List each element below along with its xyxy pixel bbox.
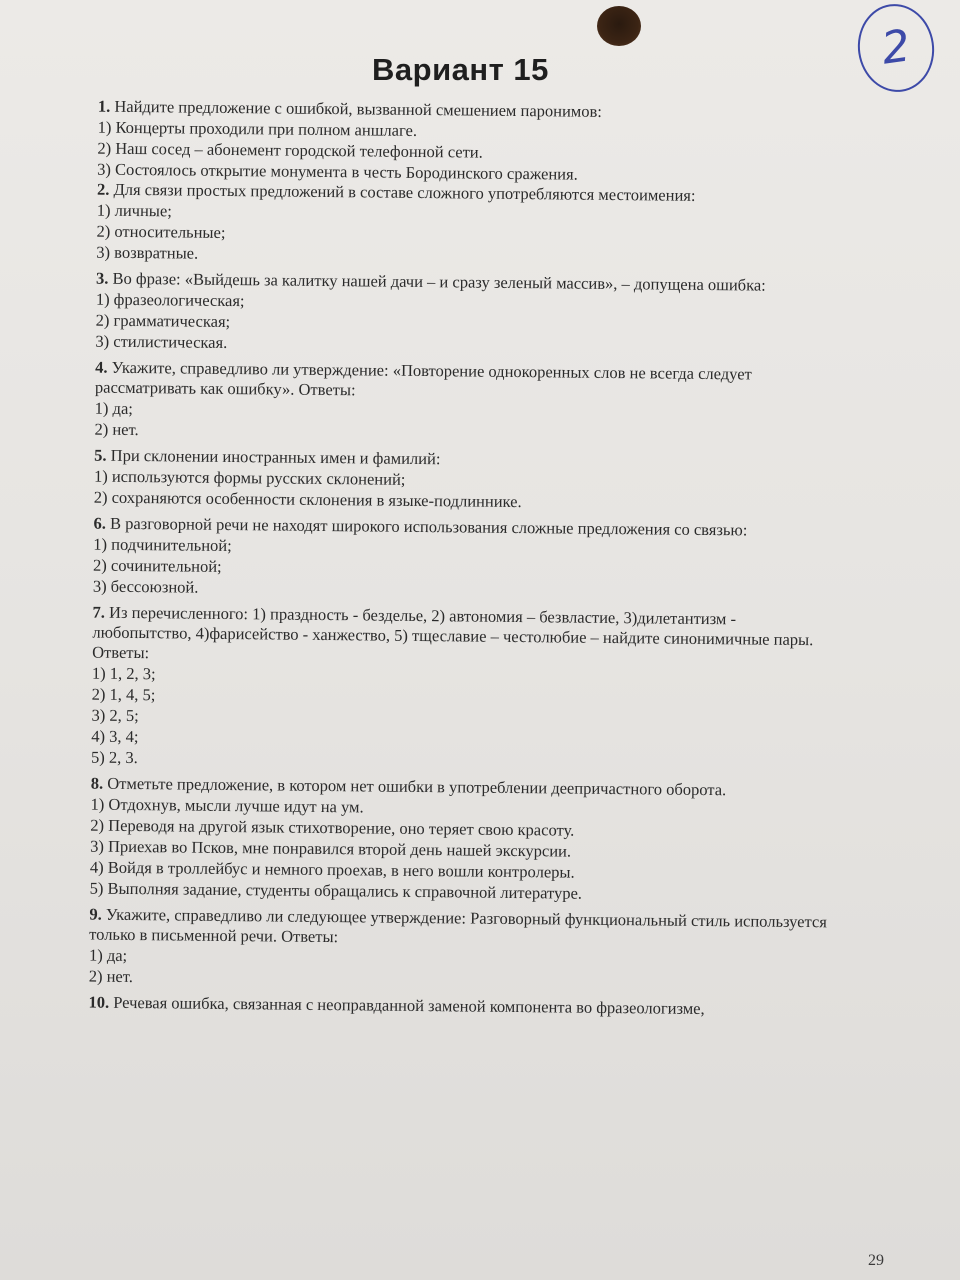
question-5 — [36, 445, 837, 515]
question-text: Для связи простых предложений в составе сложного употребляются местоимения: — [113, 179, 696, 205]
option: 3) бессоюзной. — [92, 576, 199, 597]
option: 3) стилистическая. — [95, 331, 228, 352]
option: 1) Отдохнув, мысли лучше идут на ум. — [90, 794, 364, 817]
question-text: Во фразе: «Выйдешь за калитку нашей дачи – и сразу зеленый массив», – допущена ошибка: — [112, 268, 766, 295]
question-text: Укажите, справедливо ли следующее утверждение: Разговорный функциональный стиль используется только в письменной речи. Ответы: — [89, 904, 827, 947]
option: 2) сочинительной; — [92, 555, 222, 576]
question-number: 10. — [88, 992, 110, 1012]
question-number: 1. — [97, 96, 111, 116]
question-3 — [37, 268, 838, 359]
page-title: Вариант 15 — [372, 52, 549, 87]
question-6 — [35, 513, 836, 604]
option: 2) нет. — [94, 419, 139, 440]
question-4 — [36, 357, 837, 447]
question-number: 7. — [92, 602, 106, 622]
question-9 — [31, 904, 832, 994]
handwritten-number-stamp: 2 — [852, 0, 940, 97]
option: 1) 1, 2, 3; — [91, 663, 156, 684]
option: 1) Концерты проходили при полном аншлаге. — [97, 117, 418, 140]
option: 1) фразеологическая; — [95, 289, 245, 311]
question-7 — [33, 602, 835, 775]
question-text: Речевая ошибка, связанная с неоправданной заменой компонента во фразеологизме, — [113, 992, 705, 1019]
question-text: В разговорной речи не находят широкого использования сложные предложения со связью: — [109, 513, 748, 540]
question-number: 8. — [90, 773, 104, 793]
question-text: Из перечисленного: 1) праздность - безделье, 2) автономия – безвластие, 3)дилетантизм - любопытство, 4)фарисейство - ханжество, 5) тщеславие – честолюбие – найдите синонимичные пары. Ответы: — [92, 602, 814, 663]
question-text: Найдите предложение с ошибкой, вызванной смешением паронимов: — [114, 96, 603, 121]
page-number: 29 — [868, 1252, 884, 1269]
option: 5) Выполняя задание, студенты обращались к справочной литературе. — [89, 878, 583, 903]
question-2 — [38, 179, 839, 270]
question-text: Отметьте предложение, в котором нет ошибки в употреблении деепричастного оборота. — [107, 773, 727, 800]
option: 2) относительные; — [96, 221, 226, 242]
option: 2) Наш сосед – абонемент городской телефонной сети. — [97, 138, 483, 162]
question-number: 5. — [94, 445, 107, 465]
question-number: 3. — [95, 268, 109, 288]
option: 1) подчинительной; — [93, 534, 232, 556]
question-text: При склонении иностранных имен и фамилий: — [110, 445, 441, 469]
option: 1) личные; — [96, 200, 172, 221]
questions-list — [30, 96, 840, 1020]
punch-hole — [597, 6, 641, 46]
option: 3) 2, 5; — [91, 705, 139, 726]
option: 2) нет. — [88, 966, 134, 987]
option: 4) 3, 4; — [91, 726, 139, 747]
option: 2) сохраняются особенности склонения в языке-подлиннике. — [93, 487, 522, 512]
option: 5) 2, 3. — [90, 747, 138, 768]
question-number: 2. — [96, 179, 110, 199]
question-text: Укажите, справедливо ли утверждение: «Повторение однокоренных слов не всегда следует рассматривать как ошибку». Ответы: — [94, 357, 752, 400]
option: 1) да; — [88, 945, 128, 965]
option: 1) используются формы русских склонений; — [93, 466, 406, 489]
option: 2) 1, 4, 5; — [91, 684, 156, 705]
option: 1) да; — [94, 398, 134, 418]
question-number: 6. — [93, 513, 107, 533]
option: 4) Войдя в троллейбус и немного проехав, в него вошли контролеры. — [89, 857, 575, 882]
question-1 — [39, 96, 840, 187]
option: 2) Переводя на другой язык стихотворение, оно теряет свою красоту. — [90, 815, 575, 840]
question-number: 9. — [89, 904, 102, 924]
question-8 — [32, 773, 833, 906]
option: 3) возвратные. — [96, 242, 199, 263]
question-number: 4. — [95, 357, 108, 377]
option: 3) Состоялось открытие монумента в честь Бородинского сражения. — [97, 159, 578, 184]
option: 3) Приехав во Псков, мне понравился второй день нашей экскурсии. — [90, 836, 572, 861]
option: 2) грамматическая; — [95, 310, 231, 332]
